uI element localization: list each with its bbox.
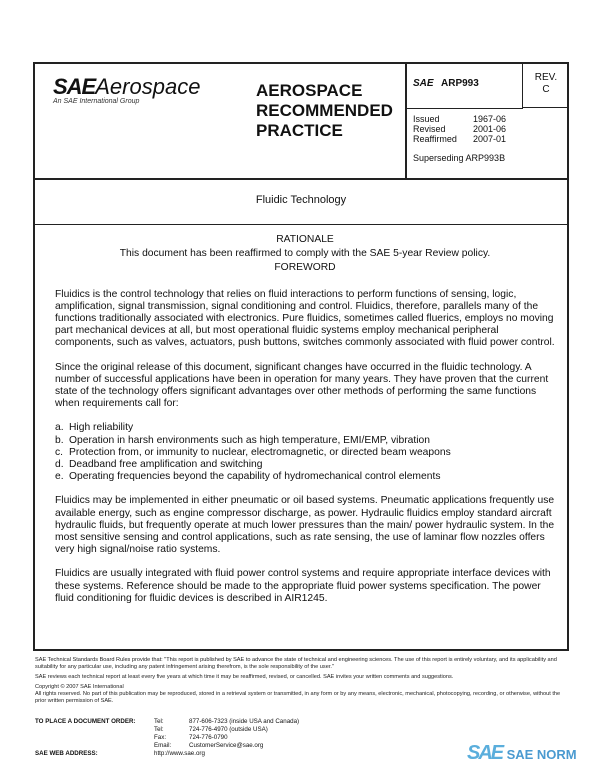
contact-label: Tel: (154, 726, 164, 733)
document-subject: Fluidic Technology (255, 194, 347, 206)
logo-sae: SAE (53, 74, 96, 99)
watermark-logo: SAE (467, 742, 503, 764)
date-label: Revised (413, 124, 446, 134)
legal-note: SAE reviews each technical report at least every five years at which time it may be reaffirmed, revised, or cancelled. SAE invites your written comments and suggestions. (35, 674, 454, 680)
list-text: Operation in harsh environments such as high temperature, EMI/EMP, vibration (69, 434, 430, 446)
title-line: RECOMMENDED (256, 101, 393, 120)
contact-value: 877-606-7323 (inside USA and Canada) (189, 718, 300, 725)
title-line: PRACTICE (256, 121, 343, 140)
doc-number: ARP993 (441, 78, 479, 89)
order-info (35, 718, 299, 758)
contact-email[interactable]: CustomerService@sae.org (189, 742, 264, 749)
legal-notes (35, 657, 570, 708)
paragraph: Fluidics are usually integrated with fluid power control systems and require appropriate interface devices with these systems. Reference should be made to the appropriate fluid power systems specification. The power fluid conditioning for fluidic devices is described in AIR1245. (55, 568, 551, 604)
contact-label: Fax: (154, 734, 167, 741)
sae-aerospace-logo (53, 74, 200, 105)
list-marker: e. (55, 471, 64, 483)
paragraph: Fluidics may be implemented in either pneumatic or oil based systems. Pneumatic applications frequently use available energy, such as engine compressor discharge, as power. Hydraulic fluidics employ standard aircraft hydraulic fluids, but frequently operate at much lower pressures than the main/ power hydraulic system. In the most sensitive sensing and control applications, such as rate sensing, the use of laminar flow nozzles offers very high signal/noise ratio systems. (55, 495, 555, 556)
requirements-list (55, 422, 555, 483)
rev-label: REV. (534, 72, 558, 83)
contact-value: 724-776-0790 (189, 734, 228, 741)
date-label: Reaffirmed (413, 134, 457, 144)
copyright: Copyright © 2007 SAE International (35, 684, 124, 690)
list-marker: c. (55, 446, 64, 458)
date-value: 1967-06 (473, 114, 507, 124)
contact-label: Tel: (154, 718, 164, 725)
order-label: TO PLACE A DOCUMENT ORDER: (35, 718, 136, 725)
supersedes: Superseding ARP993B (413, 153, 506, 163)
list-marker: b. (55, 434, 64, 446)
subject-row (35, 180, 567, 225)
list-item (55, 471, 555, 483)
revision-cell (523, 64, 569, 108)
list-item (55, 435, 555, 447)
document-frame (33, 62, 569, 651)
dates (413, 114, 506, 144)
rationale-heading: RATIONALE (276, 234, 334, 245)
watermark-text: SAE NORM (506, 747, 577, 762)
list-text: Deadband free amplification and switching (69, 459, 263, 471)
web-link[interactable]: http://www.sae.org (154, 750, 205, 757)
list-text: Protection from, or immunity to nuclear, electromagnetic, or directed beam weapons (69, 446, 451, 458)
legal-note: All rights reserved. No part of this publication may be reproduced, stored in a retrieval system or transmitted, in any form or by any means, electronic, mechanical, photocopying, recording, or otherwise, without the prior written permission of SAE. (35, 691, 561, 704)
list-item (55, 447, 555, 459)
legal-note: SAE Technical Standards Board Rules provide that: "This report is published by SAE to advance the state of technical and engineering sciences. The use of this report is entirely voluntary, and its applicability and suitability for any particular use, including any patent infringement arising therefrom, is the sole responsibility of the user." (35, 657, 557, 670)
list-text: Operating frequencies beyond the capability of hydromechanical control elements (69, 471, 441, 483)
paragraph: Since the original release of this document, significant changes have occurred in the fluidic technology. A number of successful applications have been in operation for many years. They have proven that the current state of the technology offers significant advantages over other methods of performing the same functions when requirements call for: (55, 361, 549, 410)
contact-value: 724-776-4970 (outside USA) (189, 726, 268, 733)
rev-value: C (542, 84, 550, 95)
list-item (55, 459, 555, 471)
sae-logo: SAE (413, 78, 434, 89)
date-value: 2001-06 (473, 124, 507, 134)
list-item (55, 422, 555, 434)
list-marker: d. (55, 459, 64, 471)
logo-tagline: An SAE International Group (53, 98, 140, 105)
header (35, 64, 567, 180)
rationale-text: This document has been reaffirmed to comply with the SAE 5-year Review policy. (119, 248, 491, 260)
paragraph: Fluidics is the control technology that relies on fluid interactions to perform functions of sensing, logic, amplification, signal transmission, signal conditioning and control. Fluidics, therefore, parallels many of the functions traditionally associated with electronics. Pure fluidics, sometimes called fluerics, employs no moving part mechanical devices at all, but most operational fluidic systems employ mechanical peripheral components, such as valves, actuators, push buttons, switches commonly associated with fluid power control. (55, 288, 555, 349)
foreword-heading: FOREWORD (274, 262, 336, 274)
sae-norm-watermark (467, 742, 577, 765)
document-info-box (405, 64, 569, 178)
doc-number-cell (407, 64, 523, 109)
date-value: 2007-01 (473, 134, 507, 144)
logo-aerospace: Aerospace (95, 74, 201, 99)
contact-label: Email: (154, 742, 172, 749)
title-line: AEROSPACE (256, 81, 363, 100)
document-type (256, 81, 393, 141)
document-body (55, 234, 555, 617)
list-text: High reliability (69, 422, 134, 434)
list-marker: a. (55, 422, 64, 434)
date-label: Issued (413, 114, 440, 124)
web-label: SAE WEB ADDRESS: (35, 750, 98, 757)
